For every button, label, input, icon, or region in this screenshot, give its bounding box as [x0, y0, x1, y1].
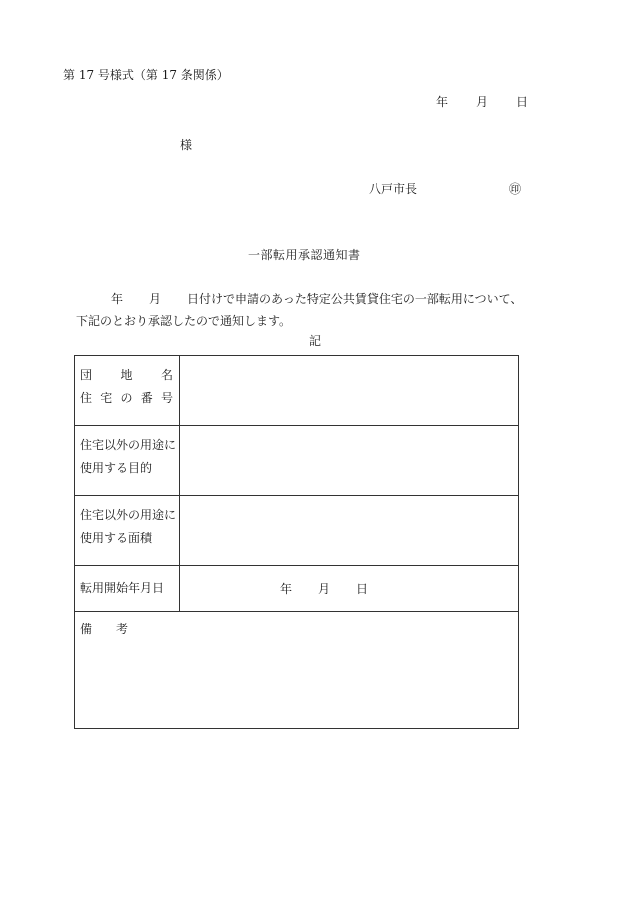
- label-cell-estate: [75, 356, 180, 426]
- table-row-purpose: [75, 426, 519, 496]
- label-area-line2: 使用する面積: [80, 531, 153, 545]
- label-house-number: 住 宅 の 番 号: [80, 391, 173, 405]
- table-row-start-date: [75, 566, 519, 612]
- body-line-2: 下記のとおり承認したので通知します。: [76, 314, 292, 328]
- date-year-label: 年: [436, 95, 449, 109]
- label-remarks-2: 考: [116, 622, 129, 636]
- label-estate-name: 団 地 名: [80, 368, 173, 382]
- issuer-name: 八戸市長: [369, 182, 418, 196]
- body-line-1: [111, 293, 522, 305]
- document-title: 一部転用承認通知書: [248, 248, 361, 262]
- table-row-area: [75, 496, 519, 566]
- body-month-label: 月: [149, 292, 162, 306]
- table-row-remarks: [75, 612, 519, 729]
- date-line: [436, 96, 528, 108]
- label-purpose-line2: 使用する目的: [80, 461, 153, 475]
- value-cell-estate[interactable]: [180, 356, 519, 426]
- label-area-line1: 住宅以外の用途に: [80, 508, 177, 522]
- label-start-date: 転用開始年月日: [80, 581, 165, 595]
- detail-table: [74, 355, 519, 729]
- label-remarks-1: 備: [80, 622, 93, 636]
- date-day-label: 日: [516, 95, 529, 109]
- start-date-year-label: 年: [280, 582, 293, 596]
- date-month-label: 月: [476, 95, 489, 109]
- start-date-day-label: 日: [356, 582, 369, 596]
- body-line1-text: 日付けで申請のあった特定公共賃貸住宅の一部転用について、: [187, 292, 523, 306]
- body-year-label: 年: [111, 292, 124, 306]
- label-cell-purpose: [75, 426, 180, 496]
- recipient-suffix: 様: [180, 138, 193, 152]
- label-cell-start-date: [75, 566, 180, 612]
- ki-marker: 記: [309, 334, 322, 348]
- start-date-month-label: 月: [318, 582, 331, 596]
- label-purpose-line1: 住宅以外の用途に: [80, 438, 177, 452]
- table-row-estate: [75, 356, 519, 426]
- form-number: 第 17 号様式（第 17 条関係）: [63, 68, 229, 82]
- value-cell-purpose[interactable]: [180, 426, 519, 496]
- label-cell-area: [75, 496, 180, 566]
- value-cell-area[interactable]: [180, 496, 519, 566]
- seal-mark: ㊞: [509, 182, 522, 196]
- value-cell-start-date[interactable]: [180, 566, 519, 612]
- remarks-cell[interactable]: [75, 612, 519, 729]
